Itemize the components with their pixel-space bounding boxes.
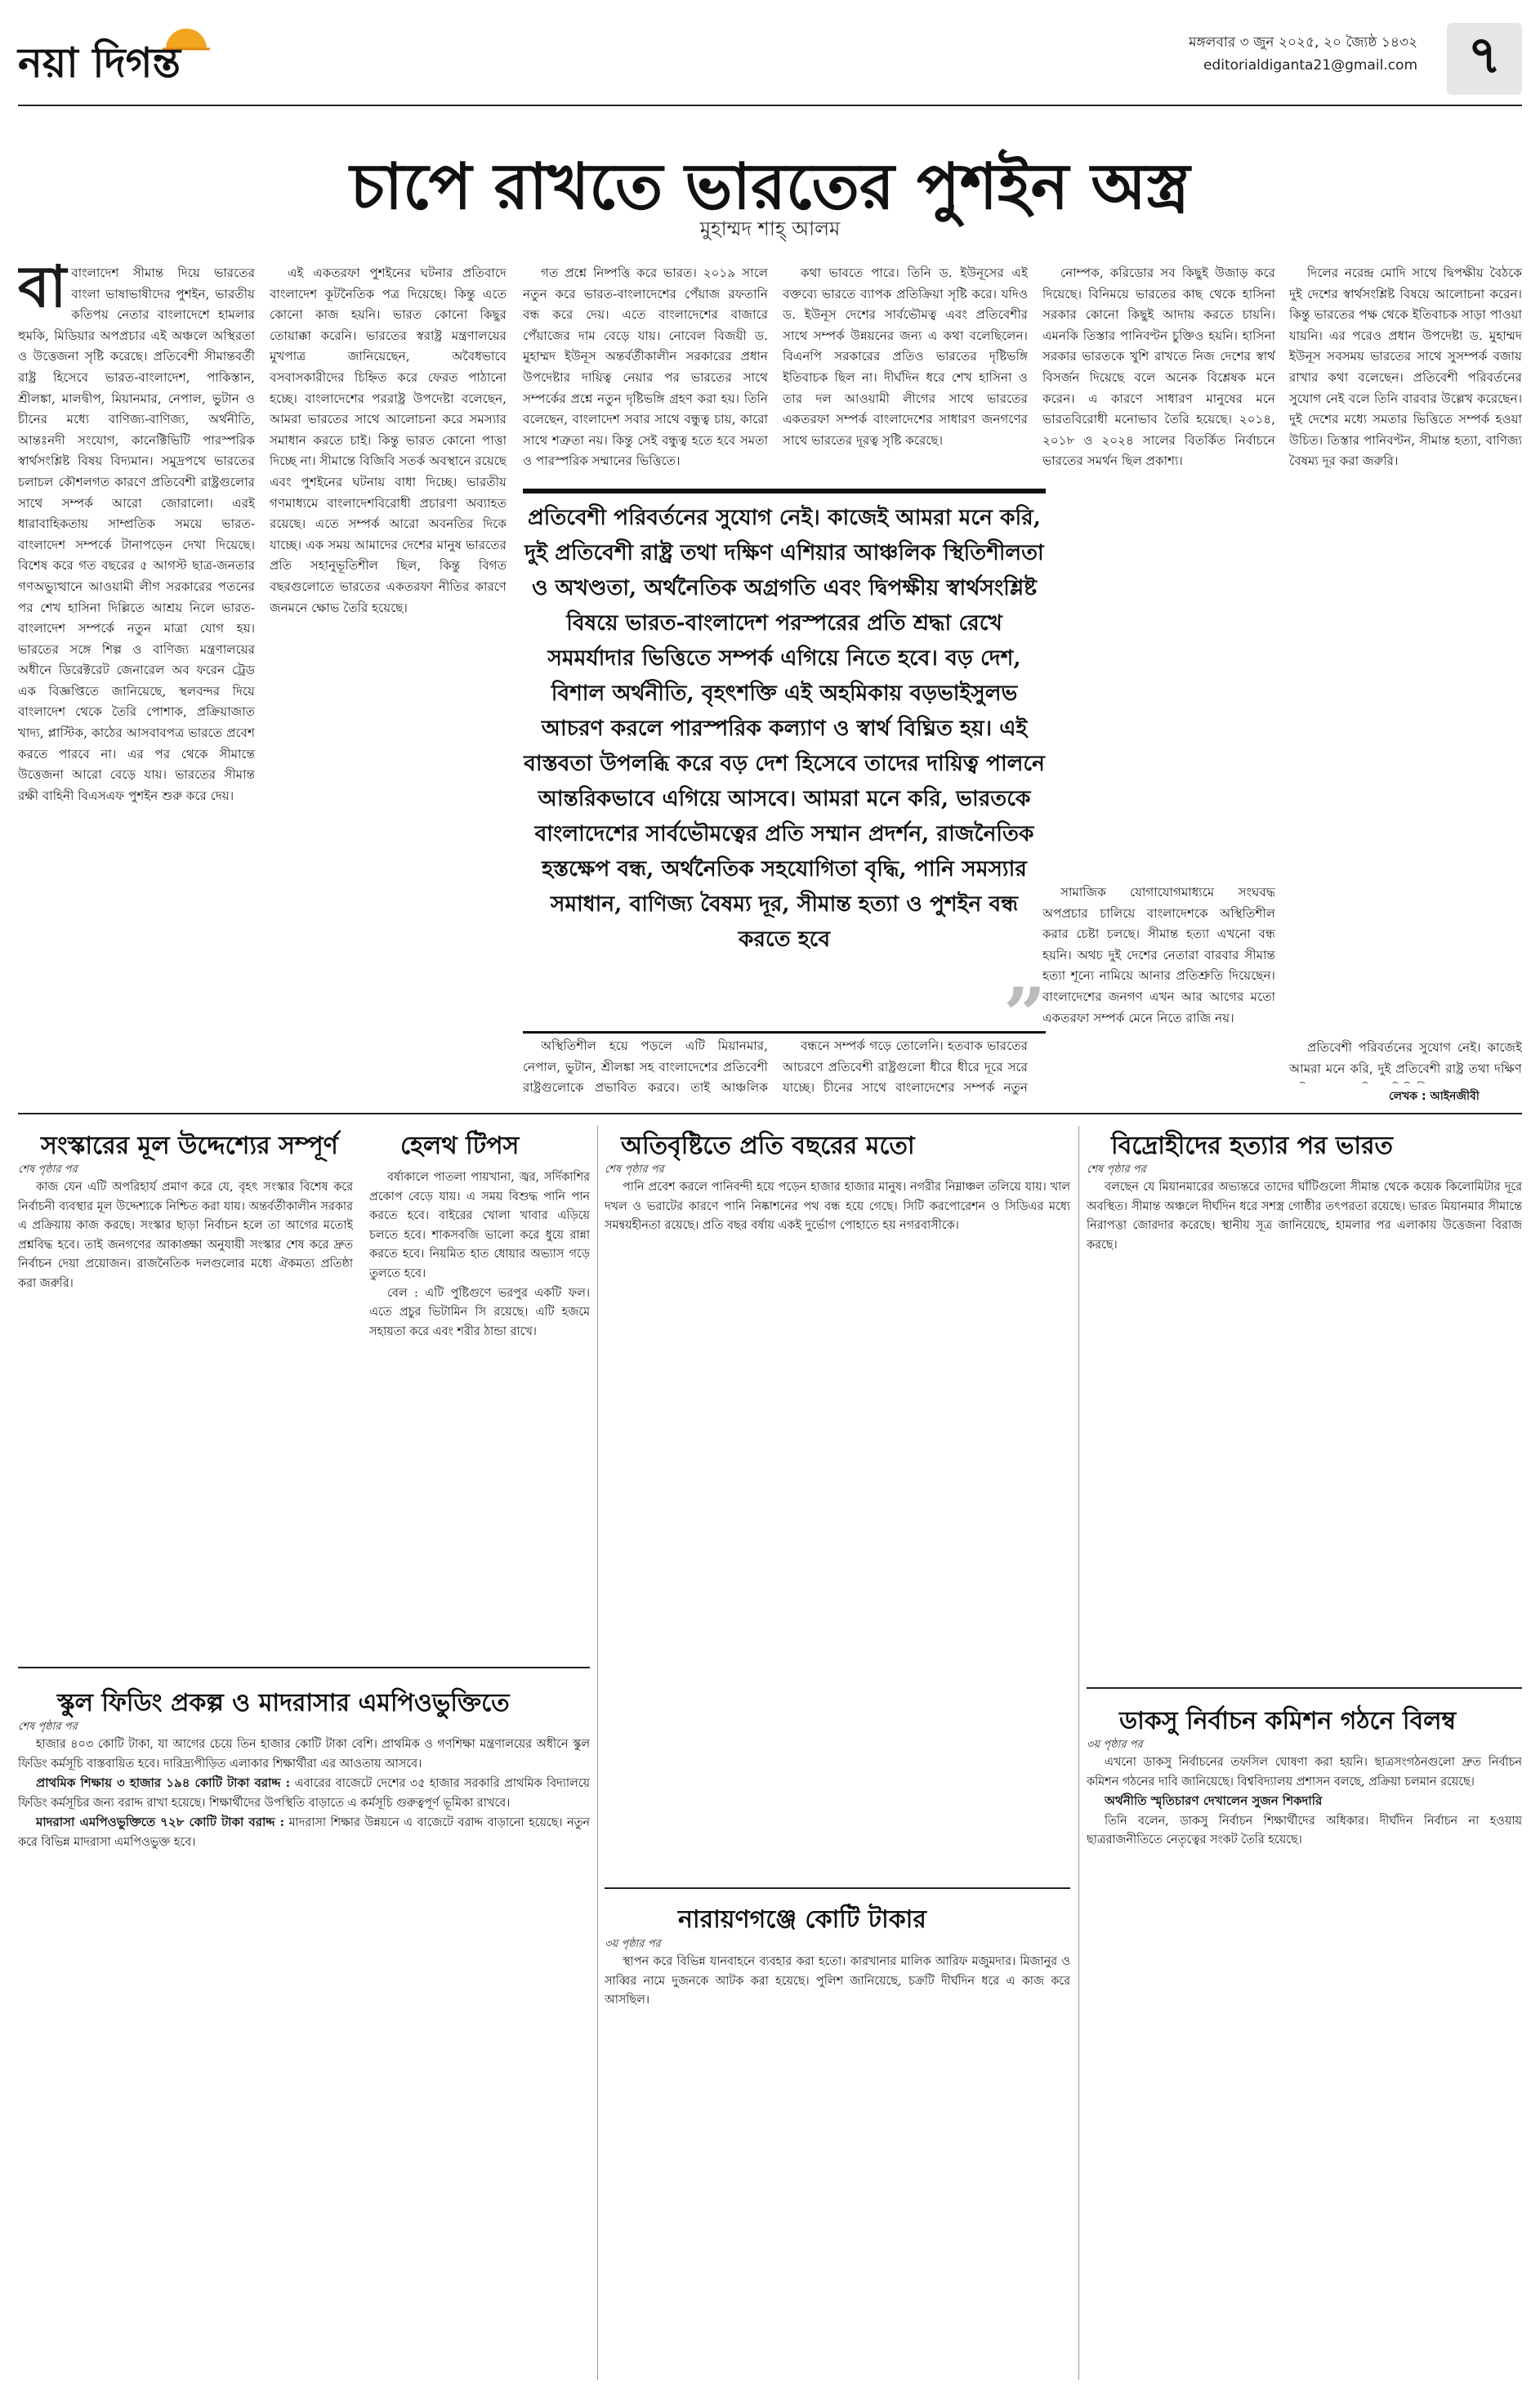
article-text: সামাজিক যোগাযোগমাধ্যমে সংঘবদ্ধ অপপ্রচার চালিয়ে বাংলাদেশকে অস্থিতিশীল করার চেষ্টা চলছে। সীমান্ত হত্যা এখনো বন্ধ হয়নি। অথচ দুই দেশের নেতারা বারবার সীমান্ত হত্যা শূন্যে নামিয়ে আনার প্রতিশ্রুতি দিয়েছেন। বাংলাদেশের জনগণ এখন আর আগের মতো একতরফা সম্পর্ক মেনে নিতে রাজি নয়। xyxy=(1042,885,1275,1025)
article-text: বাংলাদেশ সীমান্ত দিয়ে ভারতের বাংলা ভাষাভাষীদের পুশইন, ভারতীয় কতিপয় নেতার বাংলাদেশে হামলার হুমকি, মিডিয়ার অপপ্রচার এই অঞ্চলে অস্থিরতা ও উত্তেজনা সৃষ্টি করেছে। প্রতিবেশী সীমান্তবর্তী রাষ্ট্র হিসেবে ভারত-বাংলাদেশ, পাকিস্তান, শ্রীলঙ্কা, মালদ্বীপ, মিয়ানমার, নেপাল, ভুটান ও চীনের মধ্যে বাণিজ্য-বাণিজ্য, অর্থনীতি, আন্তঃনদী সংযোগ, কানেক্টিভিটি পারস্পরিক স্বার্থসংশ্লিষ্ট বিষয় বিদ্যমান। সমুদ্রপথে ভারতের চলাচল কৌশলগত কারণে প্রতিবেশী রাষ্ট্রগুলোর সাথে সম্পর্ক আরো জোরালো। এরই ধারাবাহিকতায় সাম্প্রতিক সময়ে ভারত-বাংলাদেশ সম্পর্কে টানাপড়েন দেখা দিয়েছে। বিশেষ করে গত বছরের ৫ আগস্ট ছাত্র-জনতার গণঅভ্যুত্থানে আওয়ামী লীগ সরকারের পতনের পর শেখ হাসিনা দিল্লিতে আশ্রয় নিলে ভারত-বাংলাদেশ সম্পর্কে নতুন মাত্রা যোগ হয়। ভারতের সঙ্গে শিল্প ও বাণিজ্য মন্ত্রণালয়ের অধীনে ডিরেক্টরেট জেনারেল অব ফরেন ট্রেড এক বিজ্ঞপ্তিতে জানিয়েছে, স্থলবন্দর দিয়ে বাংলাদেশ থেকে তৈরি পোশাক, প্রক্রিয়াজাত খাদ্য, প্লাস্টিক, কাঠের আসবাবপত্র ভারতে প্রবেশ করতে পারবে না। এর পর থেকে সীমান্তে উত্তেজনা আরো বেড়ে যায়। ভারতের সীমান্ত রক্ষী বাহিনী বিএসএফ পুশইন শুরু করে দেয়। xyxy=(18,266,255,803)
story-body-narayanganj xyxy=(605,1953,1070,2382)
story-subhead: মাদরাসা এমপিওভুক্তিতে ৭২৮ কোটি টাকা বরাদ্দ : xyxy=(36,1815,285,1830)
article-column-4 xyxy=(783,263,1028,476)
article-text: বন্ধনে সম্পর্ক গড়ে তোলেনি। হতবাক ভারতের আচরণে প্রতিবেশী রাষ্ট্রগুলো ধীরে ধীরে দূরে সরে যাচ্ছে। চীনের সাথে বাংলাদেশের সম্পর্ক নতুন xyxy=(783,1038,1028,1096)
article-column-3 xyxy=(523,263,768,476)
continuation-label: শেষ পৃষ্ঠার পর xyxy=(605,1163,664,1176)
story-text: বেল : এটি পুষ্টিগুণে ভরপুর একটি ফল। এতে প্রচুর ভিটামিন সি রয়েছে। এটি হজমে সহায়তা করে এবং শরীর ঠান্ডা রাখে। xyxy=(369,1286,590,1338)
article-column-5b xyxy=(1042,882,1275,1103)
article-text: দিলের নরেন্দ্র মোদি সাথে দ্বিপক্ষীয় বৈঠকে দুই দেশের স্বার্থসংশ্লিষ্ট বিষয়ে আলোচনা করেন। কিন্তু ভারতের পক্ষ থেকে ইতিবাচক সাড়া পাওয়া যায়নি। এর পরেও প্রধান উপদেষ্টা ড. মুহাম্মদ ইউনূস সবসময় ভারতের সাথে সুসম্পর্ক বজায় রাখার কথা বলেছেন। প্রতিবেশী পরিবর্তনের সুযোগ নেই বলে তিনি বারবার উল্লেখ করেছেন। দুই দেশের মধ্যে সমতার ভিত্তিতে সম্পর্ক হওয়া উচিত। তিস্তার পানিবণ্টন, সীমান্ত হত্যা, বাণিজ্য বৈষম্য দূর করা জরুরি। xyxy=(1289,266,1522,469)
article-text: এই একতরফা পুশইনের ঘটনার প্রতিবাদে বাংলাদেশ কূটনৈতিক পত্র দিয়েছে। কিন্তু এতে কোনো কাজ হয়নি। ভারত কোনো কিছুর তোয়াক্কা করেনি। ভারতের স্বরাষ্ট্র মন্ত্রণালয়ের মুখপাত্র জানিয়েছেন, অবৈধভাবে বসবাসকারীদের চিহ্নিত করে ফেরত পাঠানো হচ্ছে। বাংলাদেশের পররাষ্ট্র উপদেষ্টা বলেছেন, আমরা ভারতের সাথে আলোচনা করে সমস্যার সমাধান করতে চাই। কিন্তু ভারত কোনো পাত্তা দিচ্ছে না। সীমান্তে বিজিবি সতর্ক অবস্থানে রয়েছে এবং পুশইনের ঘটনায় বাধা দিচ্ছে। ভারতীয় গণমাধ্যমে বাংলাদেশবিরোধী প্রচারণা অব্যাহত রয়েছে। এতে সম্পর্ক আরো অবনতির দিকে যাচ্ছে। এক সময় আমাদের দেশের মানুষ ভারতের প্রতি সহানুভূতিশীল ছিল, কিন্তু বিগত বছরগুলোতে ভারতের একতরফা নীতির কারণে জনমনে ক্ষোভ তৈরি হয়েছে। xyxy=(270,266,507,615)
logo-text: নয়া দিগন্ত xyxy=(18,39,181,87)
story-divider xyxy=(18,1667,590,1668)
pull-quote-text: প্রতিবেশী পরিবর্তনের সুযোগ নেই। কাজেই আমরা মনে করি, দুই প্রতিবেশী রাষ্ট্র তথা দক্ষিণ এশিয়ার আঞ্চলিক স্থিতিশীলতা ও অখণ্ডতা, অর্থনৈতিক অগ্রগতি এবং দ্বিপক্ষীয় স্বার্থসংশ্লিষ্ট বিষয়ে ভারত-বাংলাদেশ পরস্পরের প্রতি শ্রদ্ধা রেখে সমমর্যাদার ভিত্তিতে সম্পর্ক এগিয়ে নিতে হবে। বড় দেশ, বিশাল অর্থনীতি, বৃহৎশক্তি এই অহমিকায় বড়ভাইসুলভ আচরণ করলে পারস্পরিক কল্যাণ ও স্বার্থ বিঘ্নিত হয়। এই বাস্তবতা উপলব্ধি করে বড় দেশ হিসেবে তাদের দায়িত্ব পালনে আন্তরিকভাবে এগিয়ে আসবে। আমরা মনে করি, ভারতকে বাংলাদেশের সার্বভৌমত্বের প্রতি সম্মান প্রদর্শন, রাজনৈতিক হস্তক্ষেপ বন্ধ, অর্থনৈতিক সহযোগিতা বৃদ্ধি, পানি সমস্যার সমাধান, বাণিজ্য বৈষম্য দূর, সীমান্ত হত্যা ও পুশইন বন্ধ করতে হবে xyxy=(524,505,1045,952)
story-headline-health[interactable]: হেলথ টিপস xyxy=(400,1132,520,1160)
story-headline-narayanganj[interactable]: নারায়ণগঞ্জে কোটি টাকার xyxy=(678,1905,926,1934)
column-separator xyxy=(597,1126,598,2380)
story-text: বলছেন যে মিয়ানমারের অভ্যন্তরে তাদের ঘাঁটিগুলো সীমান্ত থেকে কয়েক কিলোমিটার দূরে অবস্থিত। সীমান্ত অঞ্চলে দীর্ঘদিন ধরে সশস্ত্র গোষ্ঠীর তৎপরতা রয়েছে। ভারত মিয়ানমার সীমান্তে নিরাপত্তা জোরদার করেছে। স্থানীয় সূত্র জানিয়েছে, হামলার পর এলাকায় উত্তেজনা বিরাজ করছে। xyxy=(1087,1181,1522,1252)
editorial-email[interactable]: editorialdiganta21@gmail.com xyxy=(1203,57,1417,74)
continuation-label: শেষ পৃষ্ঠার পর xyxy=(18,1163,78,1176)
story-text: স্থাপন করে বিভিন্ন যানবাহনে ব্যবহার করা হতো। কারখানার মালিক আরিফ মজুমদার। মিজানুর ও সাব্বির নামে দুজনকে আটক করা হয়েছে। পুলিশ জানিয়েছে, চক্রটি দীর্ঘদিন ধরে এ কাজ করে আসছিল। xyxy=(605,1955,1070,2007)
article-text: প্রতিবেশী পরিবর্তনের সুযোগ নেই। কাজেই আমরা মনে করি, দুই প্রতিবেশী রাষ্ট্র তথা দক্ষিণ xyxy=(1289,1040,1522,1076)
story-body-school-feeding xyxy=(18,1735,590,2381)
story-text: এবারের বাজেটে দেশের ৩৫ হাজার সরকারি প্রাথমিক বিদ্যালয়ে ফিডিং কর্মসূচির জন্য বরাদ্দ রাখা হয়েছে। শিক্ষার্থীদের উপস্থিতি বাড়াতে এ কর্মসূচি গুরুত্বপূর্ণ ভূমিকা রাখবে। xyxy=(18,1777,590,1810)
story-text: পানি প্রবেশ করলে পানিবন্দী হয়ে পড়েন হাজার হাজার মানুষ। নগরীর নিম্নাঞ্চল তলিয়ে যায়। খাল দখল ও ভরাটের কারণে পানি নিষ্কাশনের পথ বন্ধ হয়ে গেছে। সিটি করপোরেশন ও সিডিএর মধ্যে সমন্বয়হীনতা রয়েছে। প্রতি বছর বর্ষায় একই দুর্ভোগ পোহাতে হয় নগরবাসীকে। xyxy=(605,1181,1070,1233)
continuation-label: শেষ পৃষ্ঠার পর xyxy=(18,1721,78,1733)
dropcap: বা xyxy=(18,263,67,320)
story-text: হাজার ৪০৩ কোটি টাকা, যা আগের চেয়ে তিন হাজার কোটি টাকা বেশি। প্রাথমিক ও গণশিক্ষা মন্ত্রণালয়ের অধীনে স্কুল ফিডিং কর্মসূচি বাস্তবায়িত হবে। দারিদ্র্যপীড়িত এলাকার শিক্ষার্থীরা এর আওতায় আসবে। xyxy=(18,1738,590,1771)
story-text: তিনি বলেন, ডাকসু নির্বাচন শিক্ষার্থীদের অধিকার। দীর্ঘদিন নির্বাচন না হওয়ায় ছাত্ররাজনীতিতে নেতৃত্বের সংকট তৈরি হয়েছে। xyxy=(1087,1814,1522,1847)
story-body-rain xyxy=(605,1178,1070,1881)
article-text: নোম্পক, করিডোর সব কিছুই উজাড় করে দিয়েছে। বিনিময়ে ভারতের কাছ থেকে হাসিনা সরকার কোনো কিছুই আদায় করতে চায়নি। এমনকি তিস্তার পানিবণ্টন চুক্তিও হয়নি। হাসিনা সরকার ভারতকে খুশি রাখতে নিজ দেশের স্বার্থ বিসর্জন দিয়েছে বলে অনেক বিশ্লেষক মনে করেন। এ কারণে সাধারণ মানুষের মনে ভারতবিরোধী মনোভাব তৈরি হয়েছে। ২০১৪, ২০১৮ ও ২০২৪ সালের বিতর্কিত নির্বাচনে ভারতের সমর্থন ছিল প্রকাশ্য। xyxy=(1042,266,1275,469)
story-text: বর্ষাকালে পাতলা পায়খানা, জ্বর, সর্দিকাশির প্রকোপ বেড়ে যায়। এ সময় বিশুদ্ধ পানি পান করতে হবে। বাইরের খোলা খাবার এড়িয়ে চলতে হবে। শাকসবজি ভালো করে ধুয়ে রান্না করতে হবে। নিয়মিত হাত ধোয়ার অভ্যাস গড়ে তুলতে হবে। xyxy=(369,1171,590,1280)
story-headline-rebels[interactable]: বিদ্রোহীদের হত্যার পর ভারত xyxy=(1111,1132,1394,1160)
article-column-6 xyxy=(1289,263,1522,1031)
story-body-health xyxy=(369,1168,590,1659)
issue-date: মঙ্গলবার ৩ জুন ২০২৫, ২০ জ্যৈষ্ঠ ১৪৩২ xyxy=(1189,34,1417,51)
article-column-4b xyxy=(783,1036,1028,1101)
writer-credit: লেখক : আইনজীবী xyxy=(1389,1090,1480,1103)
article-text: অস্থিতিশীল হয়ে পড়লে এটি মিয়ানমার, নেপাল, ভুটান, শ্রীলঙ্কা সহ বাংলাদেশের প্রতিবেশী রাষ্ট্রগুলোকে প্রভাবিত করবে। তাই আঞ্চলিক xyxy=(523,1038,768,1096)
article-column-5 xyxy=(1042,263,1275,868)
story-headline-rain[interactable]: অতিবৃষ্টিতে প্রতি বছরের মতো xyxy=(621,1132,915,1160)
article-text: কথা ভাবতে পারে। তিনি ড. ইউনূসের এই বক্তব্যে ভারতে ব্যাপক প্রতিক্রিয়া সৃষ্টি করে। যদিও ড. ইউনূস দেশের সার্বভৌমত্ব এবং প্রতিবেশীর সাথে সম্পর্ক উন্নয়নের জন্য এ কথা বলেছিলেন। বিএনপি সরকারের প্রতিও ভারতের দৃষ্টিভঙ্গি ইতিবাচক ছিল না। দীর্ঘদিন ধরে শেখ হাসিনা ও তার দল আওয়ামী লীগের সাথে ভারতের একতরফা সম্পর্ক বাংলাদেশের সাধারণ জনগণের সাথে ভারতের দূরত্ব সৃষ্টি করেছে। xyxy=(783,266,1028,448)
story-body-ducsu xyxy=(1087,1753,1522,2382)
story-divider xyxy=(1087,1687,1522,1689)
story-body-rebels xyxy=(1087,1178,1522,1677)
article-column-6b xyxy=(1289,1038,1522,1083)
story-subhead: অর্থনীতি স্মৃতিচারণ দেখালেন সুজন শিকদারি xyxy=(1105,1793,1323,1809)
story-headline-ducsu[interactable]: ডাকসু নির্বাচন কমিশন গঠনে বিলম্ব xyxy=(1119,1707,1457,1735)
story-subhead: প্রাথমিক শিক্ষায় ৩ হাজার ১৯৪ কোটি টাকা বরাদ্দ : xyxy=(36,1775,291,1791)
continuation-label: শেষ পৃষ্ঠার পর xyxy=(1087,1163,1146,1176)
story-text: কাজ যেন এটি অপরিহার্য প্রমাণ করে যে, বৃহৎ সংস্কার বিশেষ করে নির্বাচনী ব্যবস্থার মূল উদ্দেশ্যকে নিশ্চিত করা যায়। অন্তর্বর্তীকালীন সরকার এ প্রক্রিয়ায় কাজ করছে। সংস্কার ছাড়া নির্বাচন হলে তা আগের মতোই প্রশ্নবিদ্ধ হবে। তাই জনগণের আকাঙ্ক্ষা অনুযায়ী সংস্কার শেষ করে দ্রুত নির্বাচন দেয়া প্রয়োজন। রাজনৈতিক দলগুলোর মধ্যে ঐকমত্য প্রতিষ্ঠা করা জরুরি। xyxy=(18,1181,353,1290)
section-divider xyxy=(18,1113,1522,1114)
dateline xyxy=(1189,31,1417,77)
story-divider xyxy=(605,1887,1070,1889)
page-number: ৭ xyxy=(1447,23,1522,95)
masthead-rule xyxy=(18,105,1522,106)
article-text: গত প্রশ্নে নিষ্পত্তি করে ভারত। ২০১৯ সালে নতুন করে ভারত-বাংলাদেশের পেঁয়াজ রফতানি বন্ধ করে দেয়। এতে বাংলাদেশের বাজারে পেঁয়াজের দাম বেড়ে যায়। নোবেল বিজয়ী ড. মুহাম্মদ ইউনূস অন্তর্বর্তীকালীন সরকারের প্রধান উপদেষ্টার দায়িত্ব নেয়ার পর ভারতের সাথে সম্পর্কের প্রশ্নে নতুন দৃষ্টিভঙ্গি গ্রহণ করা হয়। তিনি বলেছেন, বাংলাদেশ সবার সাথে বন্ধুত্ব চায়, কারো সাথে শত্রুতা নয়। কিন্তু সেই বন্ধুত্ব হতে হবে সমতা ও পারস্পরিক সম্মানের ভিত্তিতে। xyxy=(523,266,768,469)
main-headline: চাপে রাখতে ভারতের পুশইন অস্ত্র xyxy=(350,150,1190,224)
story-headline-school-feeding[interactable]: স্কুল ফিডিং প্রকল্প ও মাদরাসার এমপিওভুক্তিতে xyxy=(57,1689,510,1717)
quote-mark-icon: ” xyxy=(1003,971,1046,1058)
pull-quote xyxy=(523,489,1046,1058)
story-body-reform xyxy=(18,1178,353,1636)
article-column-3b xyxy=(523,1036,768,1101)
byline: মুহাম্মদ শাহ্‌ আলম xyxy=(699,217,841,240)
story-text: মাদরাসা শিক্ষার উন্নয়নে এ বাজেটে বরাদ্দ বাড়ানো হয়েছে। নতুন করে বিভিন্ন মাদরাসা এমপিওভুক্ত হবে। xyxy=(18,1816,590,1849)
article-column-2 xyxy=(270,263,507,1072)
continuation-label: ৩য় পৃষ্ঠার পর xyxy=(1087,1739,1143,1751)
column-separator xyxy=(1078,1126,1079,2380)
masthead-logo xyxy=(18,25,263,98)
story-text: এখনো ডাকসু নির্বাচনের তফসিল ঘোষণা করা হয়নি। ছাত্রসংগঠনগুলো দ্রুত নির্বাচন কমিশন গঠনের দাবি জানিয়েছে। বিশ্ববিদ্যালয় প্রশাসন বলছে, প্রক্রিয়া চলমান রয়েছে। xyxy=(1087,1756,1522,1788)
story-headline-reform[interactable]: সংস্কারের মূল উদ্দেশ্যের সম্পূর্ণ xyxy=(41,1132,338,1160)
continuation-label: ৩য় পৃষ্ঠার পর xyxy=(605,1938,661,1950)
article-column-1 xyxy=(18,263,255,1072)
